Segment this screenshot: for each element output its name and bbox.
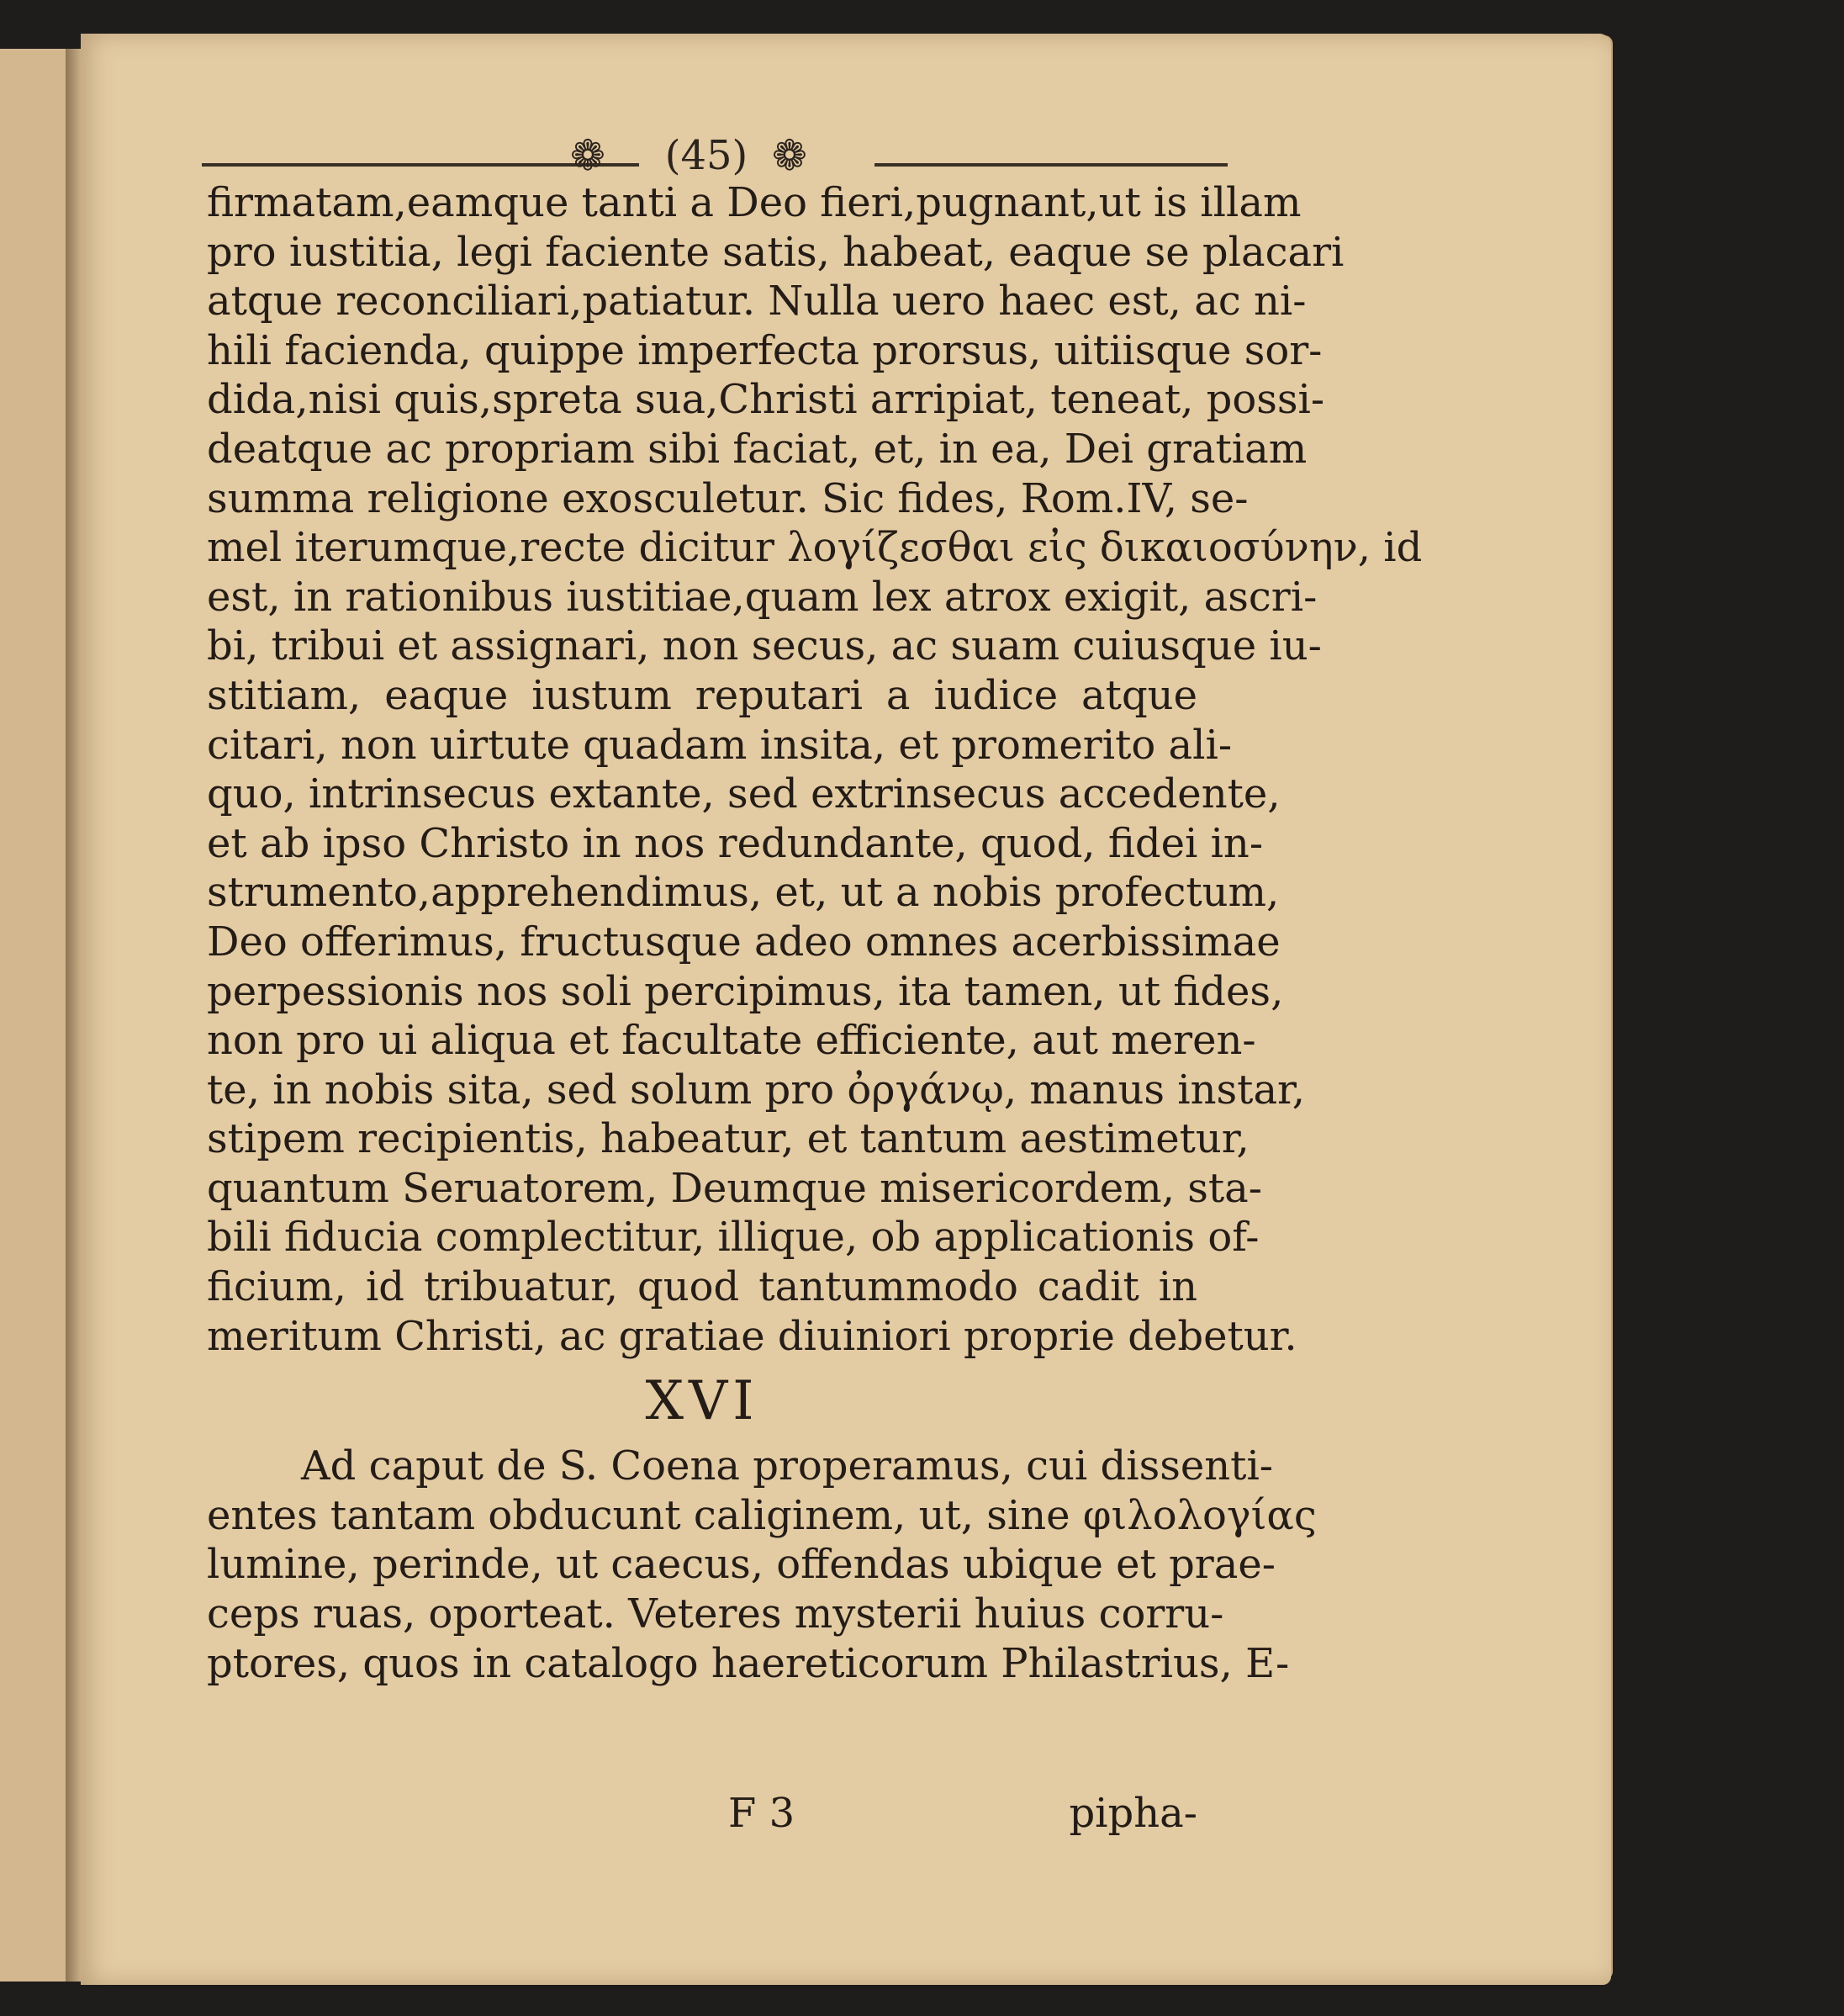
text-line: bili fiducia complectitur, illique, ob applicationis of- <box>207 1214 1260 1262</box>
signature-mark: F 3 <box>728 1790 795 1837</box>
text-line: pro iustitia, legi faciente satis, habeat, eaque se placari <box>207 228 1345 276</box>
running-header <box>135 94 1228 180</box>
text-line: atque reconciliari,patiatur. Nulla uero haec est, ac ni- <box>207 278 1307 325</box>
flower-ornament-icon: ❁ <box>570 131 605 180</box>
text-line: lumine, perinde, ut caecus, offendas ubique et prae- <box>207 1541 1276 1589</box>
text-line: hili facienda, quippe imperfecta prorsus, uitiisque sor- <box>207 326 1323 374</box>
text-line: stitiam, eaque iustum reputari a iudice atque <box>207 671 1197 719</box>
text-line: mel iterumque,recte dicitur λογίζεσθαι εἰς δικαιοσύνην, id <box>207 524 1423 572</box>
catchword: pipha- <box>1069 1790 1197 1837</box>
page-footer <box>207 1788 1197 1839</box>
text-line: Deo offerimus, fructusque adeo omnes acerbissimae <box>207 918 1281 966</box>
text-line: bi, tribui et assignari, non secus, ac suam cuiusque iu- <box>207 622 1322 670</box>
text-line: ficium, id tribuatur, quod tantummodo cadit in <box>207 1263 1197 1311</box>
text-line: firmatam,eamque tanti a Deo fieri,pugnant,ut is illam <box>207 179 1302 226</box>
text-line: dida,nisi quis,spreta sua,Christi arripiat, teneat, possi- <box>207 376 1325 424</box>
text-line: strumento,apprehendimus, et, ut a nobis profectum, <box>207 869 1280 917</box>
flower-ornament-icon: ❁ <box>772 131 807 180</box>
text-line: et ab ipso Christo in nos redundante, quod, fidei in- <box>207 819 1264 867</box>
previous-page-edge <box>0 49 68 1982</box>
text-line: stipem recipientis, habeatur, et tantum aestimetur, <box>207 1115 1250 1163</box>
text-line: summa religione exosculetur. Sic fides, Rom.IV, se- <box>207 474 1249 522</box>
text-line: quo, intrinsecus extante, sed extrinsecus accedente, <box>207 770 1281 818</box>
page-text <box>207 178 1423 1688</box>
text-line: non pro ui aliqua et facultate efficiente, aut meren- <box>207 1017 1256 1065</box>
text-line: citari, non uirtute quadam insita, et promerito ali- <box>207 721 1233 769</box>
text-line: entes tantam obducunt caliginem, ut, sine φιλολογίας <box>207 1491 1317 1539</box>
text-line: deatque ac propriam sibi faciat, et, in ea, Dei gratiam <box>207 425 1308 473</box>
text-line: ceps ruas, oporteat. Veteres mysterii huius corru- <box>207 1590 1224 1638</box>
book-gutter <box>66 49 81 1982</box>
text-line: quantum Seruatorem, Deumque misericordem, sta- <box>207 1164 1262 1212</box>
header-rule-right <box>874 163 1228 167</box>
text-line: perpessionis nos soli percipimus, ita tamen, ut fides, <box>207 967 1284 1015</box>
text-line: Ad caput de S. Coena properamus, cui dissenti- <box>301 1442 1274 1490</box>
text-line: ptores, quos in catalogo haereticorum Philastrius, E- <box>207 1639 1290 1687</box>
text-line: meritum Christi, ac gratiae diuiniori proprie debetur. <box>207 1312 1297 1360</box>
page-number: (45) <box>664 132 748 179</box>
section-heading: XVI <box>645 1370 759 1433</box>
text-line: te, in nobis sita, sed solum pro ὀργάνῳ, manus instar, <box>207 1066 1305 1114</box>
text-line: est, in rationibus iustitiae,quam lex atrox exigit, ascri- <box>207 573 1318 621</box>
